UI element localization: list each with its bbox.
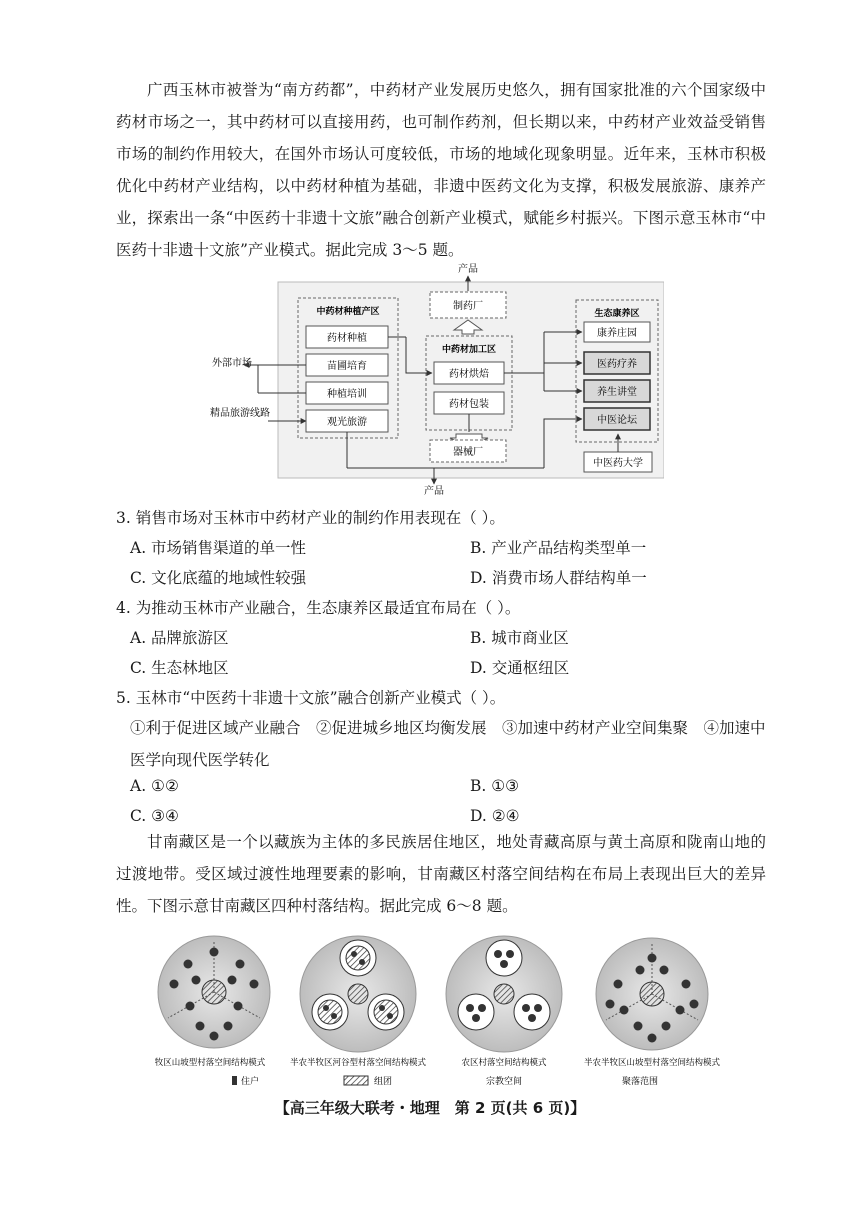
village-caption: 农区村落空间结构模式 bbox=[461, 1058, 547, 1068]
industry-model-diagram bbox=[204, 262, 664, 498]
village-caption: 牧区山坡型村落空间结构模式 bbox=[154, 1058, 266, 1068]
q5-option-d[interactable]: D. ②④ bbox=[470, 807, 520, 825]
q3-option-a[interactable]: A. 市场销售渠道的单一性 bbox=[130, 539, 307, 557]
eco-zone-title: 生态康养区 bbox=[594, 309, 640, 319]
village-model-3 bbox=[446, 936, 562, 1052]
q4-option-b[interactable]: B. 城市商业区 bbox=[470, 629, 569, 647]
q5-statements: ①利于促进区域产业融合 ②促进城乡地区均衡发展 ③加速中药材产业空间集聚 ④加速中医学向现代医学转化 bbox=[130, 719, 766, 769]
pharma-factory-label: 制药厂 bbox=[453, 301, 483, 312]
q4-option-a[interactable]: A. 品牌旅游区 bbox=[130, 629, 229, 647]
eco-item: 康养庄园 bbox=[597, 328, 637, 339]
legend-settlement-label: 聚落范围 bbox=[621, 1077, 659, 1087]
legend-cluster-label: 组团 bbox=[374, 1077, 393, 1087]
legend-house-label: 住户 bbox=[241, 1077, 260, 1087]
university-label: 中医药大学 bbox=[593, 458, 643, 469]
question-4-stem: 4. 为推动玉林市产业融合，生态康养区最适宜布局在（ ）。 bbox=[116, 599, 521, 617]
product-bottom-label: 产品 bbox=[424, 486, 444, 497]
village-model-4 bbox=[596, 938, 708, 1050]
intro-paragraph-2: 甘南藏区是一个以藏族为主体的多民族居住地区，地处青藏高原与黄土高原和陇南山地的过渡地带。受区域过渡性地理要素的影响，甘南藏区村落空间结构在布局上表现出巨大的差异性。下图示意甘南藏区四种村落结构。据此完成 6～8 题。 bbox=[116, 833, 766, 915]
q4-option-c[interactable]: C. 生态林地区 bbox=[130, 659, 229, 677]
planting-item: 种植培训 bbox=[327, 389, 367, 400]
intro-paragraph-1: 广西玉林市被誉为“南方药都”，中药材产业发展历史悠久，拥有国家批准的六个国家级中药材市场之一，其中药材可以直接用药，也可制作药剂，但长期以来，中药材产业效益受销售市场的制约作用较大，在国外市场认可度较低，市场的地域化现象明显。近年来，玉林市积极优化中药材产业结构，以中药材种植为基础，非遗中医药文化为支撑，积极发展旅游、康养产业，探索出一条“中医药十非遗十文旅”融合创新产业模式，赋能乡村振兴。下图示意玉林市“中医药十非遗十文旅”产业模式。据此完成 3～5 题。 bbox=[116, 81, 766, 259]
question-5-stem: 5. 玉林市“中医药十非遗十文旅”融合创新产业模式（ ）。 bbox=[116, 689, 506, 707]
q3-option-c[interactable]: C. 文化底蕴的地域性较强 bbox=[130, 569, 307, 587]
planting-item: 药材种植 bbox=[327, 333, 367, 344]
planting-zone-title: 中药材种植产区 bbox=[316, 307, 380, 317]
eco-item: 医药疗养 bbox=[597, 359, 637, 370]
page-footer: 【高三年级大联考・地理 第 2 页(共 6 页)】 bbox=[274, 1099, 586, 1117]
village-model-2 bbox=[300, 936, 416, 1052]
eco-item: 养生讲堂 bbox=[597, 387, 637, 398]
q5-option-c[interactable]: C. ③④ bbox=[130, 807, 179, 825]
village-caption: 半农半牧区河谷型村落空间结构模式 bbox=[289, 1058, 427, 1068]
village-structure-diagram bbox=[140, 922, 730, 1092]
processing-item: 药材烘焙 bbox=[449, 369, 489, 380]
processing-zone-title: 中药材加工区 bbox=[441, 345, 497, 355]
q3-option-b[interactable]: B. 产业产品结构类型单一 bbox=[470, 539, 647, 557]
legend-house-swatch bbox=[232, 1076, 237, 1085]
eco-item: 中医论坛 bbox=[597, 415, 637, 426]
q3-option-d[interactable]: D. 消费市场人群结构单一 bbox=[470, 569, 647, 587]
village-model-1 bbox=[158, 936, 270, 1048]
q5-option-b[interactable]: B. ①③ bbox=[470, 777, 520, 795]
external-market-label: 外部市场 bbox=[212, 358, 252, 369]
question-3-stem: 3. 销售市场对玉林市中药材产业的制约作用表现在（ ）。 bbox=[116, 509, 505, 527]
planting-item: 苗圃培育 bbox=[327, 361, 367, 372]
tour-route-label: 精品旅游线路 bbox=[210, 408, 270, 419]
product-top-label: 产品 bbox=[458, 264, 478, 275]
legend-cluster-swatch bbox=[344, 1076, 368, 1085]
device-factory-label: 器械厂 bbox=[453, 447, 483, 458]
q5-option-a[interactable]: A. ①② bbox=[130, 777, 179, 795]
q4-option-d[interactable]: D. 交通枢纽区 bbox=[470, 659, 570, 677]
planting-item: 观光旅游 bbox=[327, 417, 367, 428]
processing-item: 药材包装 bbox=[449, 399, 489, 410]
village-caption: 半农半牧区山坡型村落空间结构模式 bbox=[583, 1058, 721, 1068]
legend-religious-label: 宗教空间 bbox=[485, 1077, 523, 1087]
